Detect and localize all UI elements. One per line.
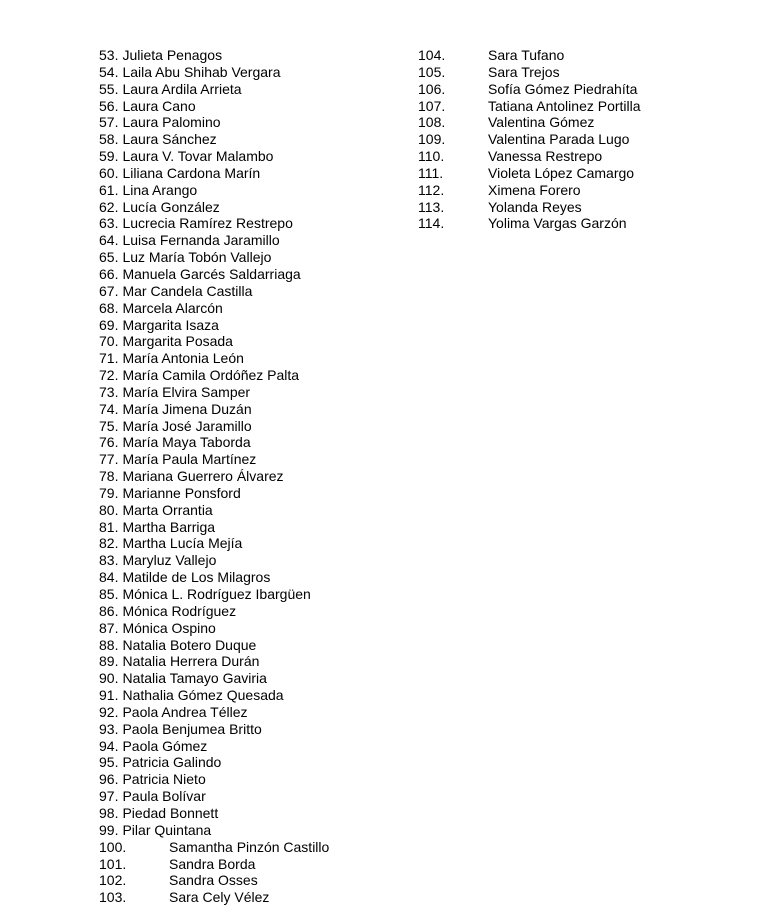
list-column-left	[99, 47, 399, 906]
list-item-name: Patricia Nieto	[122, 771, 206, 788]
list-item-name: Sara Trejos	[488, 63, 560, 80]
list-item-name: Matilde de Los Milagros	[122, 569, 271, 586]
list-item-name: Sandra Borda	[169, 855, 256, 872]
list-item-number: 82.	[99, 535, 119, 552]
list-item-name: Laura V. Tovar Malambo	[122, 148, 274, 165]
list-item-number: 68.	[99, 299, 119, 316]
list-item	[99, 64, 399, 81]
list-item-number: 60.	[99, 164, 119, 181]
list-item-name: Margarita Posada	[122, 333, 233, 350]
list-item-number: 90.	[99, 670, 119, 687]
list-item	[99, 131, 399, 148]
list-item	[99, 721, 399, 738]
list-item-number: 86.	[99, 602, 119, 619]
list-item-number: 84.	[99, 569, 119, 586]
list-item-number: 71.	[99, 350, 119, 367]
list-item-number: 98.	[99, 804, 119, 821]
list-item	[418, 47, 758, 64]
list-item-number: 66.	[99, 265, 119, 282]
list-item-number: 65.	[99, 249, 119, 266]
list-item-number: 94.	[99, 737, 119, 754]
list-item-name: María Paula Martínez	[122, 451, 257, 468]
list-item-number: 57.	[99, 114, 119, 131]
list-item-name: Martha Lucía Mejía	[122, 535, 243, 552]
list-item	[99, 822, 399, 839]
list-item-name: Liliana Cardona Marín	[122, 164, 261, 181]
list-item	[99, 317, 399, 334]
list-item-name: Samantha Pinzón Castillo	[169, 838, 330, 855]
list-item	[99, 653, 399, 670]
list-item-number: 92.	[99, 703, 119, 720]
list-item-number: 55.	[99, 80, 119, 97]
list-item	[99, 283, 399, 300]
list-item	[99, 788, 399, 805]
list-item-name: Yolanda Reyes	[488, 198, 582, 215]
list-item-name: Julieta Penagos	[122, 47, 223, 63]
list-item-name: Luisa Fernanda Jaramillo	[122, 232, 280, 249]
list-item	[418, 165, 758, 182]
list-item	[99, 434, 399, 451]
list-item-number: 111.	[418, 164, 444, 181]
list-item	[99, 738, 399, 755]
list-item-number: 64.	[99, 232, 119, 249]
list-item-number: 53.	[99, 47, 119, 63]
list-item-number: 59.	[99, 148, 119, 165]
list-item-number: 61.	[99, 181, 119, 198]
list-item-number: 63.	[99, 215, 119, 232]
list-item-name: María Jimena Duzán	[122, 400, 252, 417]
list-item	[418, 199, 758, 216]
list-item-name: Piedad Bonnett	[122, 804, 219, 821]
list-item-number: 70.	[99, 333, 119, 350]
list-item-number: 110.	[418, 148, 445, 165]
list-item	[99, 468, 399, 485]
list-item	[418, 131, 758, 148]
list-item-name: Sofía Gómez Piedrahíta	[488, 80, 638, 97]
list-item-name: Mónica Rodríguez	[122, 602, 237, 619]
list-item	[99, 232, 399, 249]
list-item-number: 103.	[99, 889, 127, 906]
list-item-number: 102.	[99, 872, 127, 889]
list-item	[418, 215, 758, 232]
list-item	[99, 485, 399, 502]
list-item-name: Mariana Guerrero Álvarez	[122, 468, 284, 485]
list-item-name: Tatiana Antolinez Portilla	[488, 97, 641, 114]
list-item-name: Valentina Parada Lugo	[488, 131, 630, 148]
list-item	[99, 586, 399, 603]
list-item-name: Lucía González	[122, 198, 220, 215]
list-item-name: Luz María Tobón Vallejo	[122, 249, 272, 266]
list-item-number: 67.	[99, 282, 119, 299]
list-item-name: Nathalia Gómez Quesada	[122, 687, 284, 704]
list-item-number: 56.	[99, 97, 119, 114]
list-item	[99, 215, 399, 232]
list-item-number: 83.	[99, 552, 119, 569]
list-item-number: 113.	[418, 198, 445, 215]
list-item-name: María Camila Ordóñez Palta	[122, 367, 300, 384]
list-item-name: Laura Cano	[122, 97, 196, 114]
list-item-number: 73.	[99, 383, 119, 400]
list-item-number: 88.	[99, 636, 119, 653]
list-item-number: 105.	[418, 63, 446, 80]
list-item	[99, 771, 399, 788]
list-item-number: 62.	[99, 198, 119, 215]
list-item	[99, 384, 399, 401]
list-item-number: 87.	[99, 619, 119, 636]
list-item-number: 96.	[99, 771, 119, 788]
list-item-number: 74.	[99, 400, 119, 417]
list-item	[99, 114, 399, 131]
list-item	[99, 148, 399, 165]
list-item-name: María Antonia León	[122, 350, 244, 367]
list-item	[99, 670, 399, 687]
list-item-number: 77.	[99, 451, 119, 468]
list-item-name: Natalia Herrera Durán	[122, 653, 260, 670]
list-item-number: 54.	[99, 63, 119, 80]
list-item-name: Sandra Osses	[169, 872, 258, 889]
list-item-number: 100.	[99, 838, 127, 855]
list-item	[418, 114, 758, 131]
list-item	[99, 754, 399, 771]
list-item	[99, 98, 399, 115]
list-item	[418, 81, 758, 98]
list-item-number: 97.	[99, 788, 119, 805]
list-item-name: Marta Orrantia	[122, 501, 213, 518]
list-item	[99, 603, 399, 620]
list-column-right	[418, 47, 758, 232]
list-item-name: Laila Abu Shihab Vergara	[122, 63, 281, 80]
list-item-number: 95.	[99, 754, 119, 771]
list-item	[99, 401, 399, 418]
list-item-number: 58.	[99, 131, 119, 148]
list-item-name: Natalia Botero Duque	[122, 636, 257, 653]
list-item-number: 75.	[99, 417, 119, 434]
list-item-name: María Maya Taborda	[122, 434, 251, 451]
list-item-name: Patricia Galindo	[122, 754, 222, 771]
list-item-number: 93.	[99, 720, 119, 737]
list-item-name: Paola Andrea Téllez	[122, 703, 248, 720]
list-item-name: Margarita Isaza	[122, 316, 219, 333]
list-item-number: 108.	[418, 114, 446, 131]
list-item-name: Sara Tufano	[488, 47, 565, 63]
list-item-name: Vanessa Restrepo	[488, 148, 603, 165]
list-item	[99, 418, 399, 435]
list-item-name: Laura Ardila Arrieta	[122, 80, 242, 97]
list-item-number: 104.	[418, 47, 446, 63]
list-item-name: Manuela Garcés Saldarriaga	[122, 265, 301, 282]
list-item	[99, 300, 399, 317]
list-item	[99, 839, 399, 856]
list-item-name: Laura Palomino	[122, 114, 221, 131]
list-item-name: Laura Sánchez	[122, 131, 217, 148]
list-item-number: 78.	[99, 468, 119, 485]
list-item-number: 101.	[99, 855, 127, 872]
list-item	[99, 889, 399, 906]
list-item-number: 72.	[99, 367, 119, 384]
list-item-name: Marianne Ponsford	[122, 484, 241, 501]
list-item-name: Pilar Quintana	[122, 821, 212, 838]
list-item	[99, 199, 399, 216]
list-item	[99, 872, 399, 889]
list-item	[418, 148, 758, 165]
list-item-name: Marcela Alarcón	[122, 299, 223, 316]
list-item	[99, 47, 399, 64]
list-item	[99, 637, 399, 654]
list-item-number: 85.	[99, 586, 119, 602]
list-item-name: Mónica Ospino	[122, 619, 216, 636]
list-item-name: Valentina Gómez	[488, 114, 595, 131]
list-item	[418, 64, 758, 81]
list-item-name: María José Jaramillo	[122, 417, 252, 434]
list-item	[99, 165, 399, 182]
list-item-number: 80.	[99, 501, 119, 518]
list-item	[99, 856, 399, 873]
list-item-name: Sara Cely Vélez	[169, 889, 270, 906]
list-item	[99, 249, 399, 266]
list-item	[418, 98, 758, 115]
list-item	[99, 687, 399, 704]
list-item	[99, 805, 399, 822]
list-item-name: Lina Arango	[122, 181, 198, 198]
list-item	[99, 502, 399, 519]
list-item-name: Martha Barriga	[122, 518, 216, 535]
list-item-name: Paola Benjumea Britto	[122, 720, 262, 737]
list-item-name: María Elvira Samper	[122, 383, 251, 400]
list-item-number: 107.	[418, 97, 446, 114]
list-item-number: 89.	[99, 653, 119, 670]
list-item-number: 112.	[418, 181, 445, 198]
list-item	[99, 569, 399, 586]
list-item	[99, 367, 399, 384]
list-item-number: 69.	[99, 316, 119, 333]
list-item-number: 99.	[99, 821, 119, 838]
list-item-name: Mónica L. Rodríguez Ibargüen	[122, 586, 311, 602]
list-item-name: Paola Gómez	[122, 737, 208, 754]
list-item-number: 81.	[99, 518, 119, 535]
list-item	[99, 620, 399, 637]
list-item	[99, 451, 399, 468]
list-item-number: 91.	[99, 687, 119, 704]
list-item-number: 109.	[418, 131, 446, 148]
list-item-name: Ximena Forero	[488, 181, 581, 198]
list-item	[99, 519, 399, 536]
list-item	[99, 535, 399, 552]
list-item	[99, 333, 399, 350]
list-item	[99, 350, 399, 367]
list-item	[99, 81, 399, 98]
list-item-number: 79.	[99, 484, 119, 501]
list-item-number: 106.	[418, 80, 446, 97]
list-item-number: 76.	[99, 434, 119, 451]
list-item-name: Maryluz Vallejo	[122, 552, 217, 569]
list-item-name: Paula Bolívar	[122, 788, 206, 805]
list-item-name: Mar Candela Castilla	[122, 282, 253, 299]
list-item-name: Natalia Tamayo Gaviria	[122, 670, 267, 687]
list-item-number: 114.	[418, 215, 445, 232]
list-item	[99, 266, 399, 283]
list-item-name: Violeta López Camargo	[488, 164, 635, 181]
list-item-name: Yolima Vargas Garzón	[488, 215, 627, 232]
list-item-name: Lucrecia Ramírez Restrepo	[122, 215, 293, 232]
list-item	[99, 182, 399, 199]
list-item	[99, 704, 399, 721]
list-item	[418, 182, 758, 199]
list-item	[99, 552, 399, 569]
